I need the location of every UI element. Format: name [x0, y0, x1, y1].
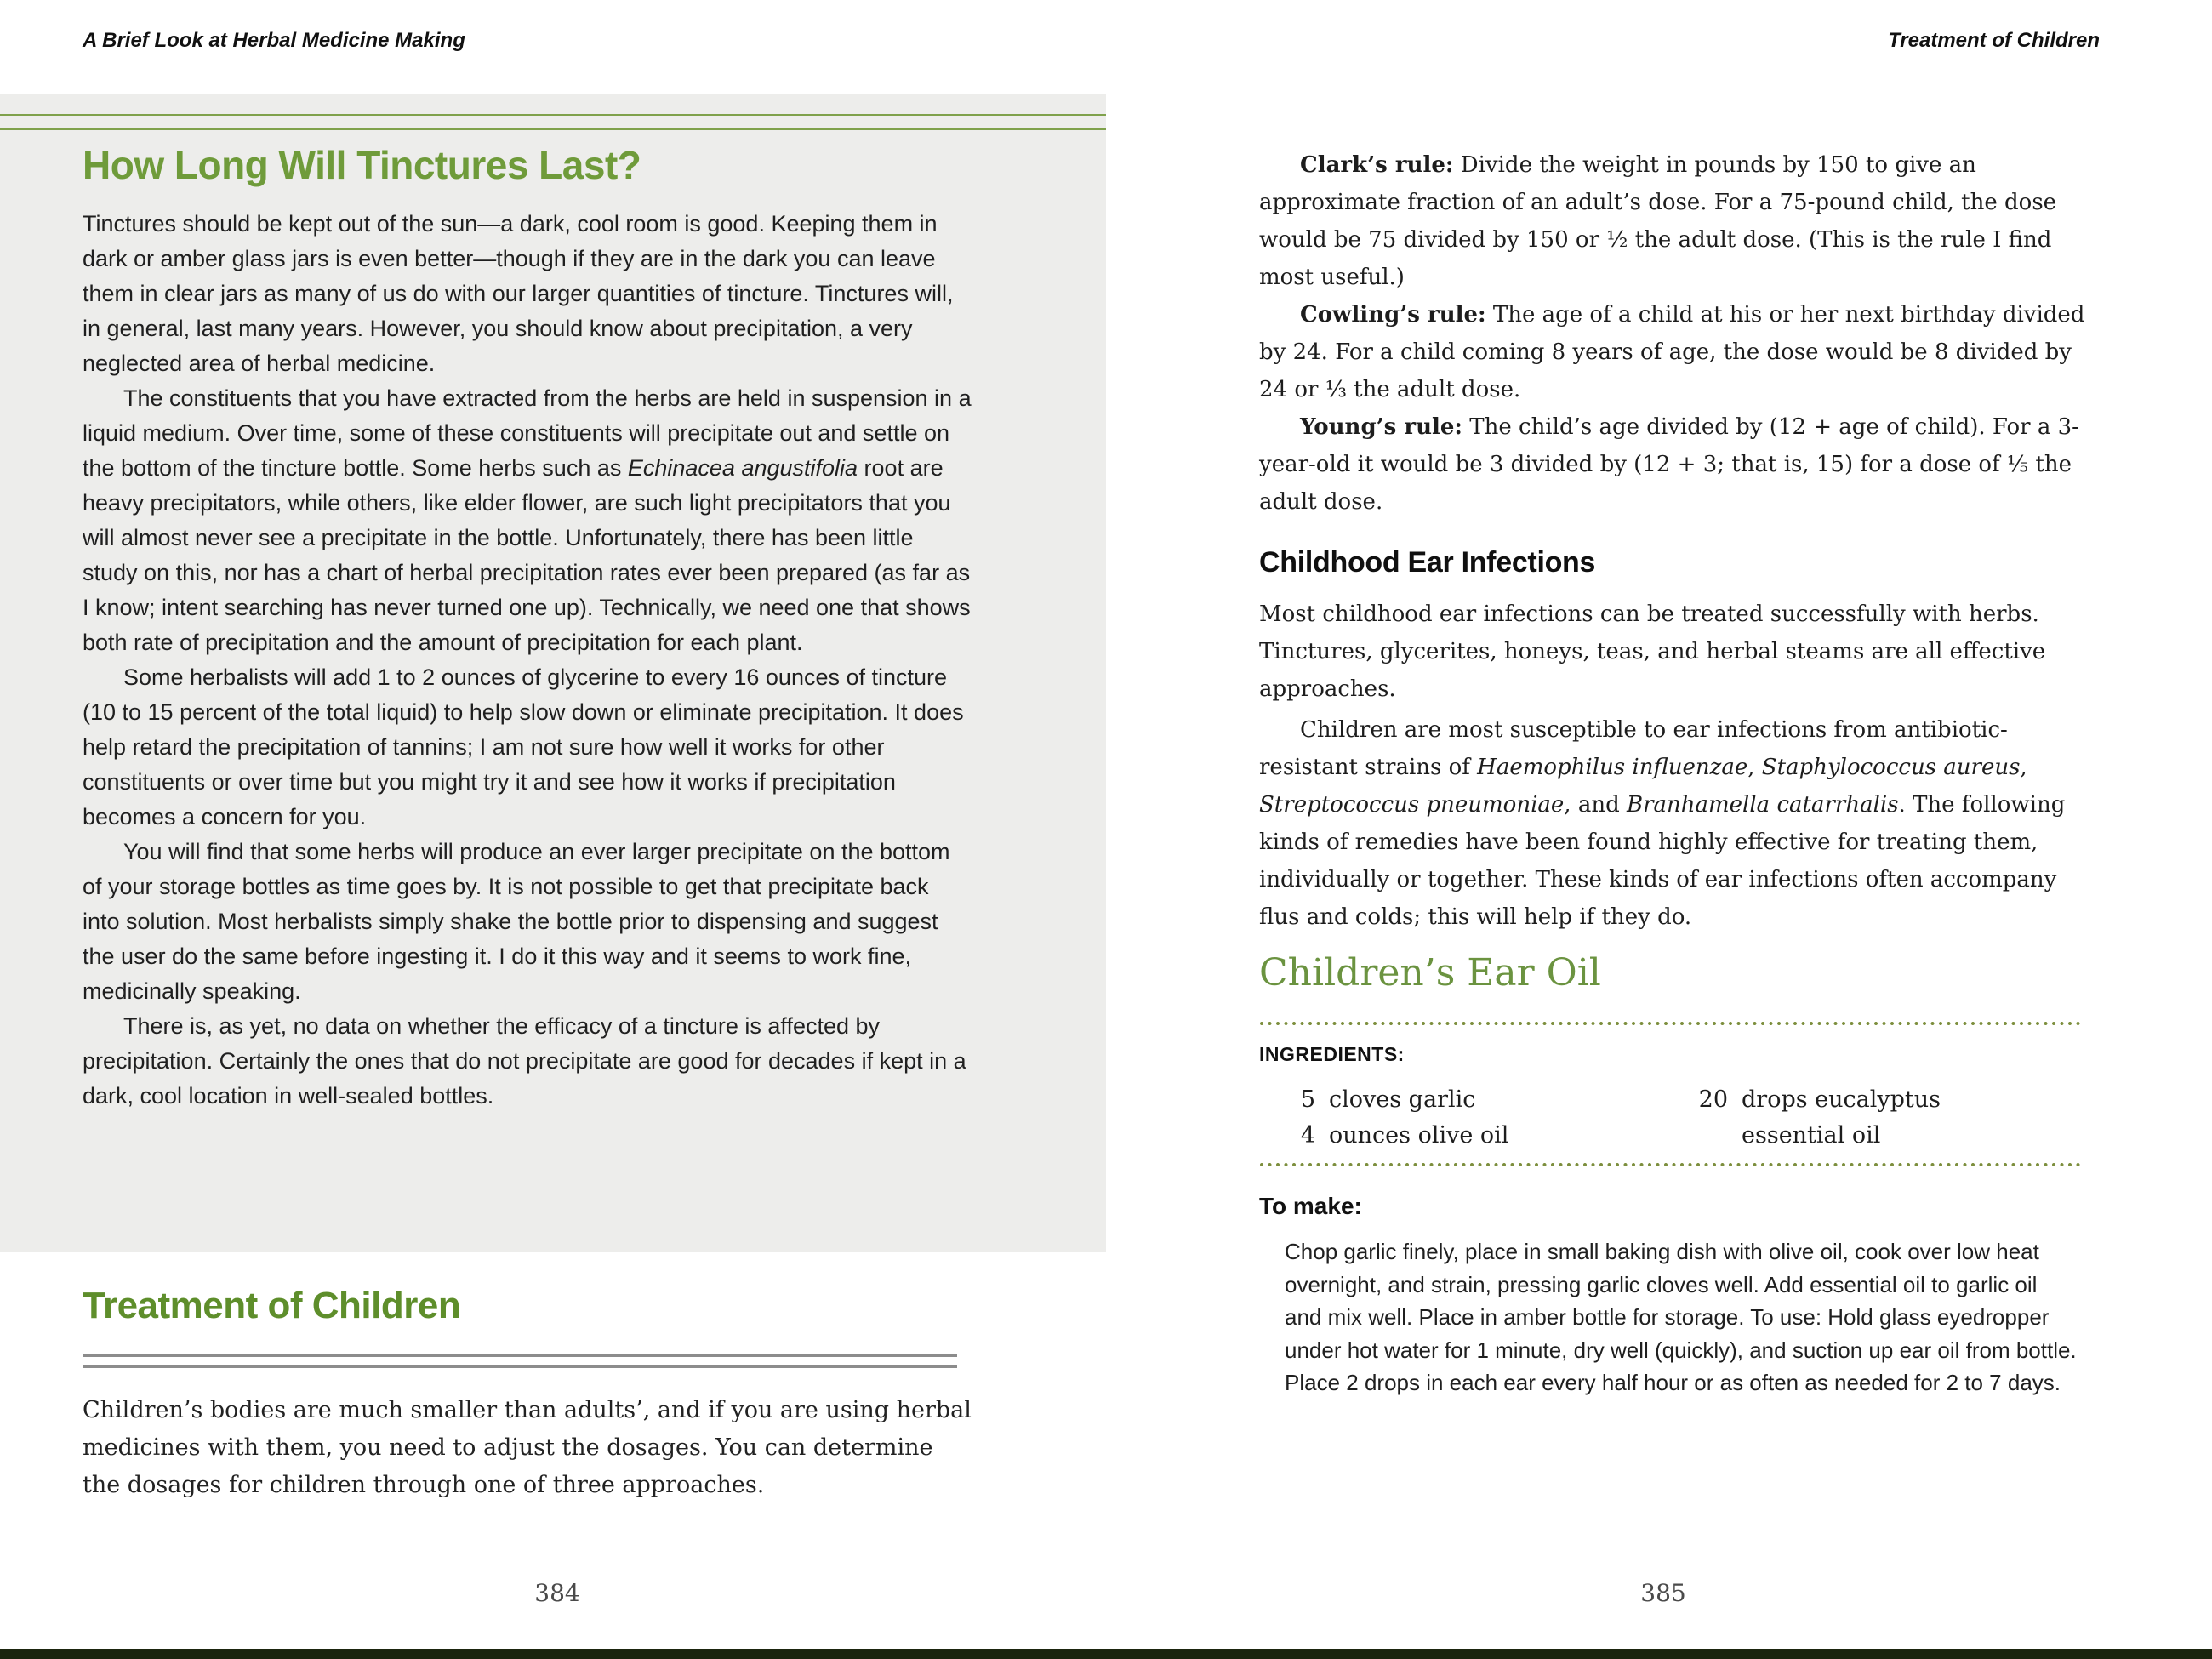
dosage-rules	[1259, 146, 2097, 521]
ear-infections-p2-sep3: , and	[1564, 792, 1627, 818]
to-make-label: To make:	[1259, 1193, 1362, 1219]
ingredient-item: drops eucalyptus essential oil	[1742, 1086, 1941, 1149]
clarks-rule-paragraph	[1259, 146, 2097, 296]
tinctures-body	[83, 207, 972, 1114]
clarks-rule-label: Clark’s rule:	[1300, 152, 1454, 178]
ear-infections-paragraph-2	[1259, 711, 2097, 936]
tinctures-paragraph-4: You will find that some herbs will produce an ever larger precipitate on the bottom of your storage bottles as time goes by. It is not possible to get that precipitate back into solution. Most herbalists simply shake the bottle prior to dispensing and suggest the user do the same before ingesting it. I do it this way and it seems to work fine, medicinally speaking.	[83, 839, 950, 1004]
ingredient-quantity: 4	[1300, 1122, 1315, 1149]
ingredients-column-1	[1285, 1082, 1508, 1154]
ear-infections-p2-sep1: ,	[1747, 755, 1762, 780]
dotted-rule-top	[1259, 1021, 2080, 1026]
green-rule-top-1	[0, 114, 1106, 116]
ingredient-quantity: 5	[1300, 1086, 1315, 1113]
page-number-right: 385	[1640, 1579, 1686, 1607]
species-name-echinacea: Echinacea angustifolia	[627, 455, 858, 481]
ingredient-item: cloves garlic	[1329, 1086, 1476, 1113]
ear-infections-paragraph-1	[1259, 596, 2097, 708]
ingredient-row	[1285, 1118, 1508, 1154]
ear-infections-p2-sep2: ,	[2020, 755, 2027, 780]
species-name-branhamella: Branhamella catarrhalis	[1626, 792, 1899, 818]
tinctures-section-title: How Long Will Tinctures Last?	[83, 143, 641, 187]
ear-infections-title: Childhood Ear Infections	[1259, 546, 1596, 579]
recipe-title: Children’s Ear Oil	[1259, 951, 1601, 995]
ear-infections-p2-pre: Children are most susceptible to ear infections from antibiotic-resistant strains of	[1259, 717, 2008, 780]
treatment-paragraph-1: Children’s bodies are much smaller than adults’, and if you are using herbal medicines with them, you need to adjust the dosages. You can determine the dosages for children through one of three approaches.	[83, 1397, 972, 1498]
youngs-rule-paragraph	[1259, 408, 2097, 521]
ear-infections-paragraph-2-text	[1259, 711, 2097, 936]
footer-bar	[0, 1649, 2212, 1659]
ingredient-row	[1689, 1082, 1950, 1154]
treatment-double-rule	[83, 1354, 957, 1368]
species-name-staphylococcus: Staphylococcus aureus	[1761, 755, 2021, 780]
dotted-rule-bottom	[1259, 1162, 2080, 1167]
species-name-haemophilus: Haemophilus influenzae	[1477, 755, 1748, 780]
treatment-section-title: Treatment of Children	[83, 1285, 461, 1326]
page-number-left: 384	[534, 1579, 580, 1607]
cowlings-rule-paragraph	[1259, 296, 2097, 408]
ingredient-item: ounces olive oil	[1329, 1122, 1509, 1149]
cowlings-rule-label: Cowling’s rule:	[1300, 302, 1486, 328]
tinctures-paragraph-5: There is, as yet, no data on whether the efficacy of a tincture is affected by precipitation. Certainly the ones that do not precipitate are good for decades if kept in a dark, cool location in well-sealed bottles.	[83, 1013, 966, 1109]
cowlings-rule-text: The age of a child at his or her next birthday divided by 24. For a child coming 8 years of age, the dose would be 8 divided by 24 or ⅓ the adult dose.	[1259, 302, 2085, 402]
tinctures-paragraph-2	[83, 381, 972, 660]
green-rule-top-2	[0, 128, 1106, 130]
treatment-intro	[83, 1392, 972, 1504]
tinctures-paragraph-2-pre: The constituents that you have extracted from the herbs are held in suspension in a liquid medium. Over time, some of these constituents will precipitate out and settle on the bottom of the tincture bottle. Some herbs such as	[83, 385, 972, 481]
ingredients-label: INGREDIENTS:	[1259, 1043, 1405, 1065]
running-head-right: Treatment of Children	[1888, 29, 2100, 52]
to-make-instructions: Chop garlic finely, place in small baking dish with olive oil, cook over low heat overnight, and strain, pressing garlic cloves well. Add essential oil to garlic oil and mix well. Place in amber bottle for storage. To use: Hold glass eyedropper under hot water for 1 minute, dry well (quickly), and suction up ear oil from bottle. Place 2 drops in each ear every half hour or as often as needed for 2 to 7 days.	[1285, 1239, 2077, 1395]
ear-infections-paragraph-1-text: Most childhood ear infections can be treated successfully with herbs. Tinctures, glycerites, honeys, teas, and herbal steams are all effective approaches.	[1259, 601, 2046, 702]
ingredient-row	[1285, 1082, 1508, 1118]
ear-infections-p2-post: . The following kinds of remedies have been found highly effective for treating them, individually or together. These kinds of ear infections often accompany flus and colds; this will help if they do.	[1259, 792, 2066, 930]
clarks-rule-text: Divide the weight in pounds by 150 to give an approximate fraction of an adult’s dose. For a 75-pound child, the dose would be 75 divided by 150 or ½ the adult dose. (This is the rule I find most useful.)	[1259, 152, 2057, 290]
tinctures-paragraph-3: Some herbalists will add 1 to 2 ounces of glycerine to every 16 ounces of tincture (10 to 15 percent of the total liquid) to help slow down or eliminate precipitation. It does help retard the precipitation of tannins; I am not sure how well it works for other constituents or over time but you might try it and see how it works if precipitation becomes a concern for you.	[83, 664, 964, 830]
ingredients-column-2	[1689, 1082, 1950, 1154]
species-name-streptococcus: Streptococcus pneumoniae	[1259, 792, 1565, 818]
ingredient-quantity: 20	[1698, 1086, 1728, 1113]
running-head-left: A Brief Look at Herbal Medicine Making	[83, 29, 465, 52]
youngs-rule-label: Young’s rule:	[1300, 414, 1462, 440]
tinctures-paragraph-1: Tinctures should be kept out of the sun—a dark, cool room is good. Keeping them in dark or amber glass jars is even better—though if they are in the dark you can leave them in clear jars as many of us do with our larger quantities of tincture. Tinctures will, in general, last many years. However, you should know about precipitation, a very neglected area of herbal medicine.	[83, 211, 954, 376]
youngs-rule-text: The child’s age divided by (12 + age of child). For a 3-year-old it would be 3 divided by (12 + 3; that is, 15) for a dose of ⅕ the adult dose.	[1259, 414, 2079, 515]
tinctures-paragraph-2-post: root are heavy precipitators, while others, like elder flower, are such light precipitators that you will almost never see a precipitate in the bottle. Unfortunately, there has been little study on this, nor has a chart of herbal precipitation rates ever been prepared (as far as I know; intent searching has never turned one up). Technically, we need one that shows both rate of precipitation and the amount of precipitation for each plant.	[83, 455, 971, 655]
